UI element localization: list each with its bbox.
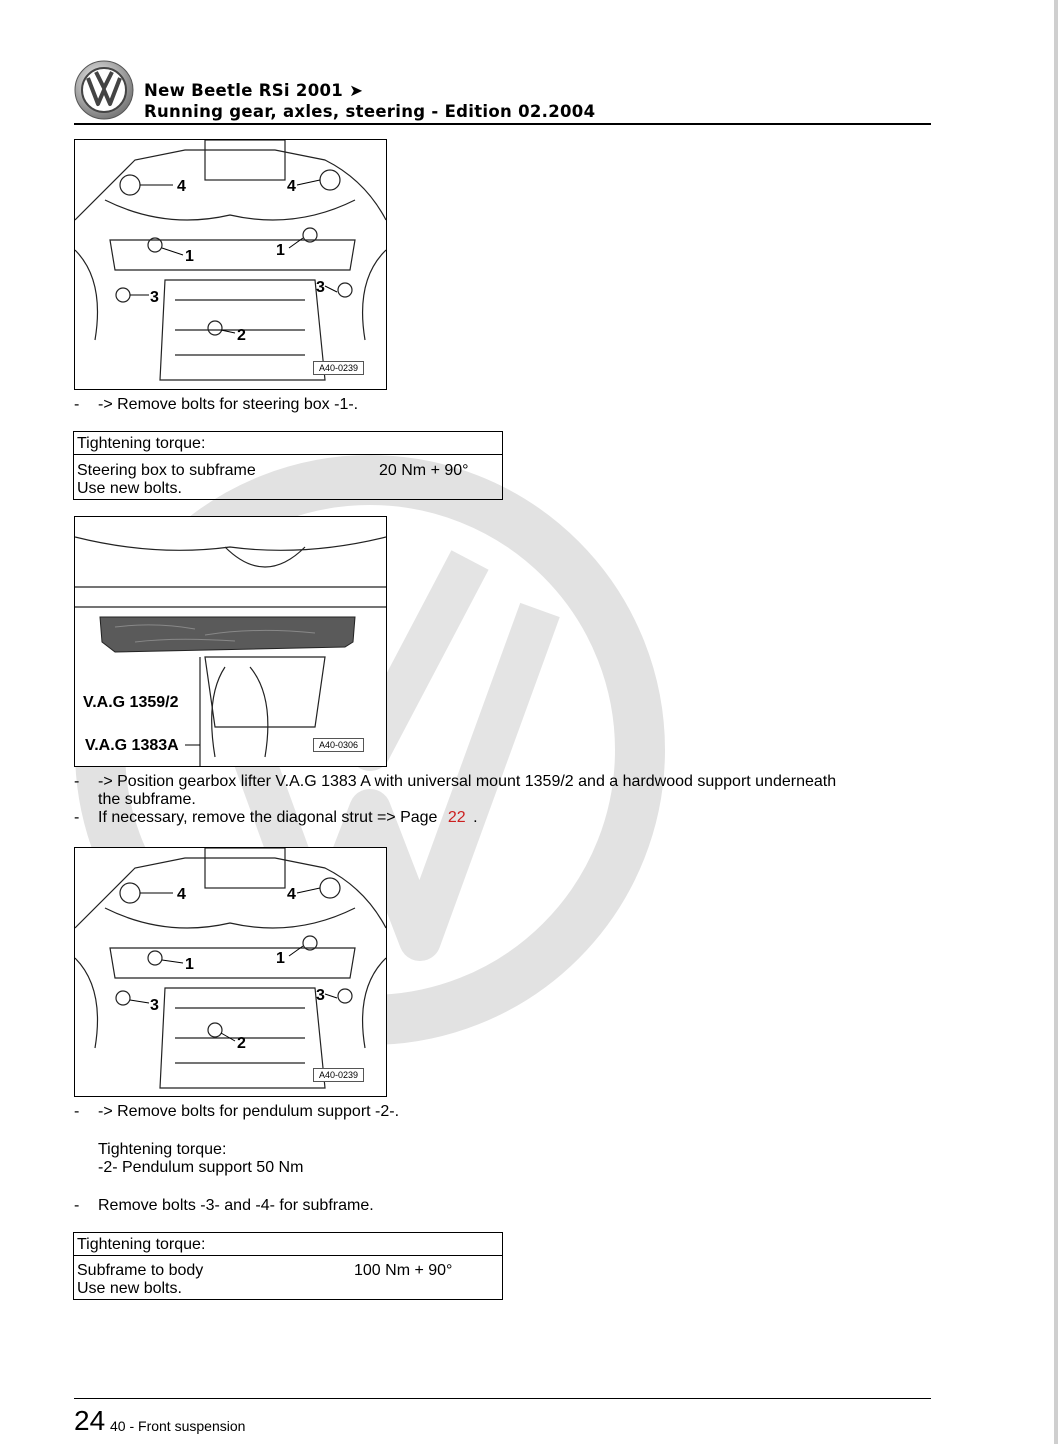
- step-remove-subframe-bolts: Remove bolts -3- and -4- for subframe.: [98, 1197, 374, 1214]
- callout-1-right: 1: [276, 242, 285, 259]
- label-lifter-1383a: V.A.G 1383A: [85, 737, 179, 754]
- bullet-dash: -: [74, 809, 80, 826]
- page-number: 24: [74, 1405, 106, 1436]
- figure-code: A40-0306: [313, 738, 364, 752]
- step-remove-steering-bolts: -> Remove bolts for steering box -1-.: [98, 396, 359, 413]
- figure-subframe-bolts: [74, 139, 387, 390]
- step-position-lifter-cont: the subframe.: [98, 791, 196, 808]
- page-edge: [1054, 0, 1058, 1444]
- torque-note: Use new bolts.: [77, 480, 182, 497]
- callout-1-left: 1: [185, 956, 194, 973]
- torque-table: [73, 431, 503, 500]
- callout-4-right: 4: [287, 886, 296, 903]
- callout-4-left: 4: [177, 886, 186, 903]
- torque-item: Steering box to subframe: [77, 462, 256, 479]
- torque-value: 20 Nm + 90°: [379, 462, 469, 479]
- torque-note: Use new bolts.: [77, 1280, 182, 1297]
- inline-torque-value: -2- Pendulum support 50 Nm: [98, 1159, 304, 1176]
- bullet-dash: -: [74, 773, 80, 790]
- label-mount-1359-2: V.A.G 1359/2: [83, 694, 179, 711]
- callout-3-right: 3: [316, 987, 325, 1004]
- callout-1-left: 1: [185, 248, 194, 265]
- footer-rule: [74, 1398, 931, 1399]
- figure-code: A40-0239: [313, 361, 364, 375]
- torque-table-heading: Tightening torque:: [74, 432, 502, 455]
- figure-gearbox-lifter: [74, 516, 387, 767]
- doc-title: New Beetle RSi 2001 ➤: [144, 81, 364, 100]
- page-link[interactable]: 22: [447, 809, 466, 826]
- callout-4-left: 4: [177, 178, 186, 195]
- step-position-lifter: -> Position gearbox lifter V.A.G 1383 A with universal mount 1359/2 and a hardwood support underneath: [98, 773, 837, 790]
- callout-4-right: 4: [287, 178, 296, 195]
- torque-item: Subframe to body: [77, 1262, 204, 1279]
- bullet-dash: -: [74, 396, 80, 413]
- callout-1-right: 1: [276, 950, 285, 967]
- doc-subtitle: Running gear, axles, steering - Edition 02.2004: [144, 102, 596, 121]
- header-rule: [74, 123, 931, 125]
- callout-2: 2: [237, 327, 246, 344]
- torque-table: [73, 1232, 503, 1300]
- step-remove-strut: If necessary, remove the diagonal strut => Page 22 .: [98, 809, 478, 826]
- figure-pendulum-support: [74, 847, 387, 1097]
- inline-torque-heading: Tightening torque:: [98, 1141, 227, 1158]
- callout-3-left: 3: [150, 997, 159, 1014]
- torque-value: 100 Nm + 90°: [354, 1262, 453, 1279]
- figure-code: A40-0239: [313, 1068, 364, 1082]
- bullet-dash: -: [74, 1197, 80, 1214]
- callout-3-left: 3: [150, 289, 159, 306]
- callout-2: 2: [237, 1035, 246, 1052]
- vw-logo: [74, 60, 134, 120]
- footer-section: 40 - Front suspension: [110, 1418, 246, 1434]
- bullet-dash: -: [74, 1103, 80, 1120]
- callout-3-right: 3: [316, 279, 325, 296]
- step-remove-strut-text: If necessary, remove the diagonal strut => Page: [98, 809, 438, 826]
- torque-table-heading: Tightening torque:: [74, 1233, 502, 1256]
- step-remove-pendulum-bolts: -> Remove bolts for pendulum support -2-.: [98, 1103, 400, 1120]
